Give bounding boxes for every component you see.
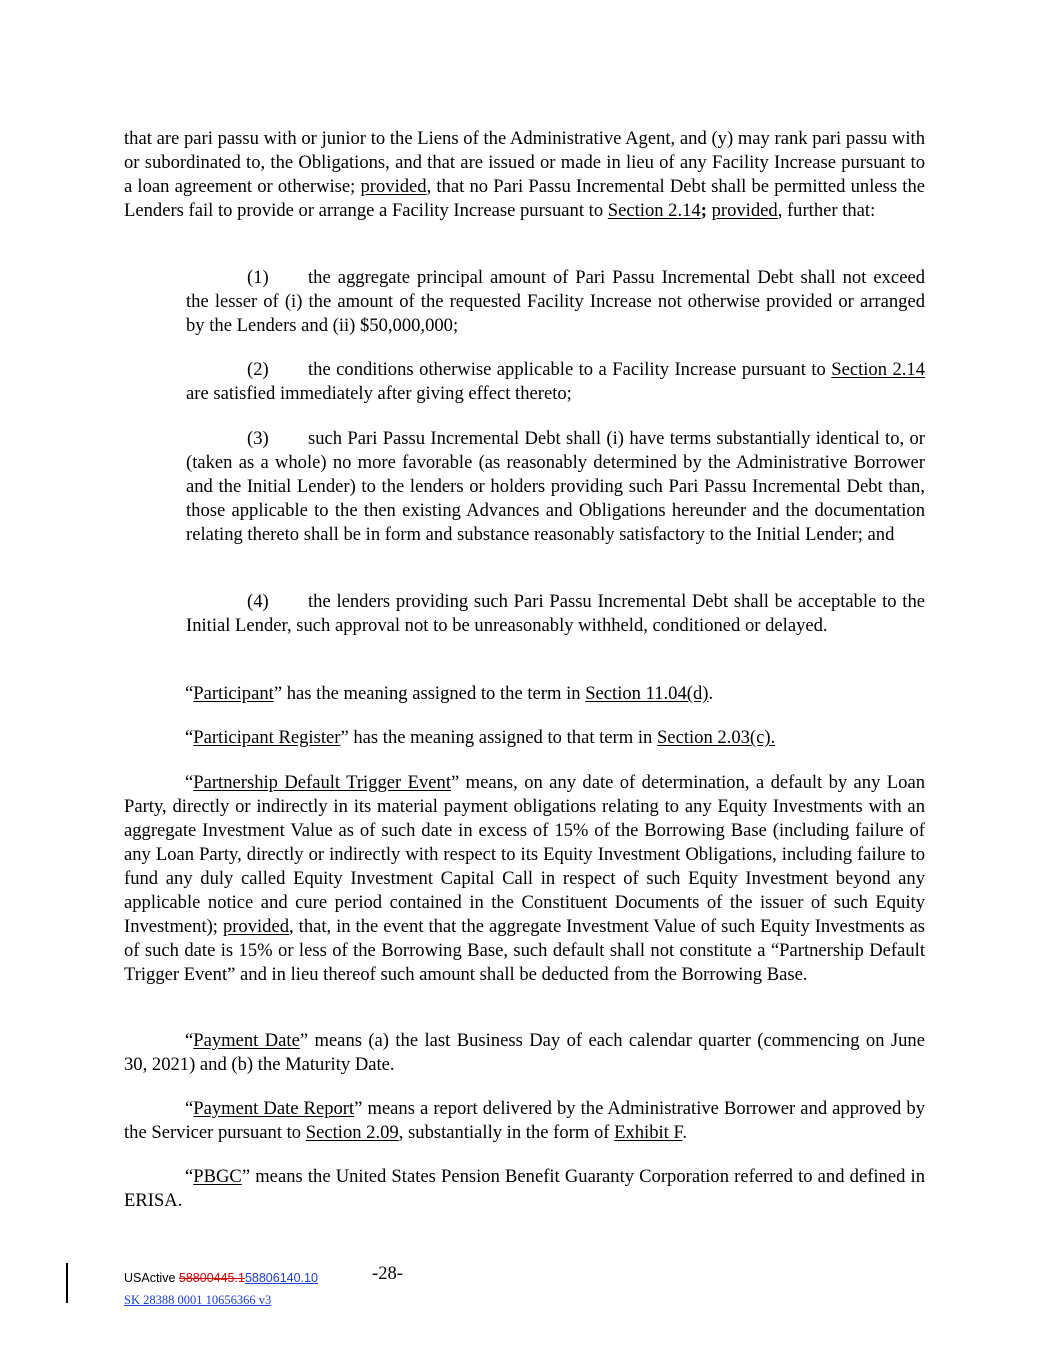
defined-term: Participant [193,683,274,704]
intro-text-4: , further that: [777,200,876,221]
definition-text-end: . [682,1122,687,1143]
provided-term: provided [360,176,427,197]
footer-doc-id [124,1266,318,1290]
open-quote: “ [185,1030,194,1051]
definition-text: ” has the meaning assigned to the term in [273,683,586,704]
definition-participant [124,682,925,706]
item-text-2: are satisfied immediately after giving effect thereto; [186,383,572,404]
list-item-2 [186,358,925,406]
intro-semicolon: ; [700,200,712,221]
page-number: -28- [372,1263,403,1284]
definition-text: ” means a report delivered by the Administrative Borrower and approved by the Servicer pursuant to [124,1098,925,1143]
definition-pbgc [124,1165,925,1213]
list-item-4 [186,590,925,638]
footer-doc-ref: SK 28388 0001 10656366 v3 [124,1293,272,1307]
section-ref-2-14[interactable]: Section 2.14 [607,200,701,221]
defined-term: Payment Date [193,1030,300,1051]
definition-text: ” has the meaning assigned to that term in [340,727,657,748]
item-text: the conditions otherwise applicable to a Facility Increase pursuant to [308,359,832,380]
provided-term: provided [222,916,290,937]
section-ref-2-03-c[interactable]: Section 2.03(c). [656,727,776,748]
open-quote: “ [185,1166,194,1187]
definition-text: ” means, on any date of determination, a default by any Loan Party, directly or indirectly in its material payment obligations relating to any Equity Investments with an aggregate Investment Value as of such date in excess of 15% of the Borrowing Base (including failure of any Loan Party, directly or indirectly with respect to its Equity Investment Obligations, including failure to fund any duly called Equity Investment Capital Call in respect of such Equity Investment beyond any applicable notice and cure period contained in the Constituent Documents of the issuer of such Equity Investment); [124,772,925,937]
open-quote: “ [185,727,194,748]
item-number: (1) [247,267,269,288]
definition-payment-date-report [124,1097,925,1145]
footer-prefix: USActive [124,1271,179,1285]
item-text: such Pari Passu Incremental Debt shall (i) have terms substantially identical to, or (taken as a whole) no more favorable (as reasonably determined by the Administrative Borrower and the Initial Lender) to the lenders or holders providing such Pari Passu Incremental Debt than, those applicable to the then existing Advances and Obligations hereunder and the documentation relating thereto shall be in form and substance reasonably satisfactory to the Initial Lender; and [186,428,925,545]
footer-inserted-id: 58806140.10 [244,1271,318,1285]
intro-paragraph [124,127,925,223]
change-bar [66,1263,68,1303]
open-quote: “ [185,772,194,793]
defined-term: Partnership Default Trigger Event [193,772,452,793]
item-text: the lenders providing such Pari Passu Incremental Debt shall be acceptable to the Initial Lender, such approval not to be unreasonably withheld, conditioned or delayed. [186,591,925,636]
footer-deleted-id: 58800445.1 [178,1271,245,1285]
intro-text-2: , that no Pari Passu Incremental Debt shall be permitted unless the Lenders fail to provide or arrange a Facility Increase pursuant to [124,176,925,221]
exhibit-f-ref[interactable]: Exhibit F [614,1122,683,1143]
defined-term: Participant Register [193,727,341,748]
definition-text: ” means the United States Pension Benefit Guaranty Corporation referred to and defined in ERISA. [124,1166,925,1211]
definition-text-2: , that, in the event that the aggregate Investment Value of such Equity Investments as of such date is 15% or less of the Borrowing Base, such default shall not constitute a “Partnership Default Trigger Event” and in lieu thereof such amount shall be deducted from the Borrowing Base. [124,916,926,985]
item-number: (2) [247,359,269,380]
intro-text-1: that are pari passu with or junior to the Liens of the Administrative Agent, and (y) may rank pari passu with or subordinated to, the Obligations, and that are issued or made in lieu of any Facility Increase pursuant to a loan agreement or otherwise; [124,128,925,197]
definition-text-end: . [708,683,714,704]
open-quote: “ [185,683,194,704]
item-number: (3) [247,428,269,449]
definition-text-2: , substantially in the form of [398,1122,615,1143]
section-ref-2-09[interactable]: Section 2.09 [305,1122,399,1143]
open-quote: “ [185,1098,194,1119]
provided-term-2: provided [711,200,778,221]
defined-term: Payment Date Report [193,1098,355,1119]
list-item-3 [186,427,925,547]
section-ref-11-04-d[interactable]: Section 11.04(d) [585,683,709,704]
definition-partnership-default-trigger-event [124,771,925,987]
section-ref-2-14[interactable]: Section 2.14 [831,359,925,380]
definition-payment-date [124,1029,925,1077]
item-text: the aggregate principal amount of Pari Passu Incremental Debt shall not exceed the lesser of (i) the amount of the requested Facility Increase not otherwise provided or arranged by the Lenders and (ii) $50,000,000; [186,267,925,336]
definition-participant-register [124,726,925,750]
list-item-1 [186,266,925,338]
defined-term: PBGC [193,1166,242,1187]
definition-text: ” means (a) the last Business Day of each calendar quarter (commencing on June 30, 2021) and (b) the Maturity Date. [124,1030,925,1075]
item-number: (4) [247,591,269,612]
